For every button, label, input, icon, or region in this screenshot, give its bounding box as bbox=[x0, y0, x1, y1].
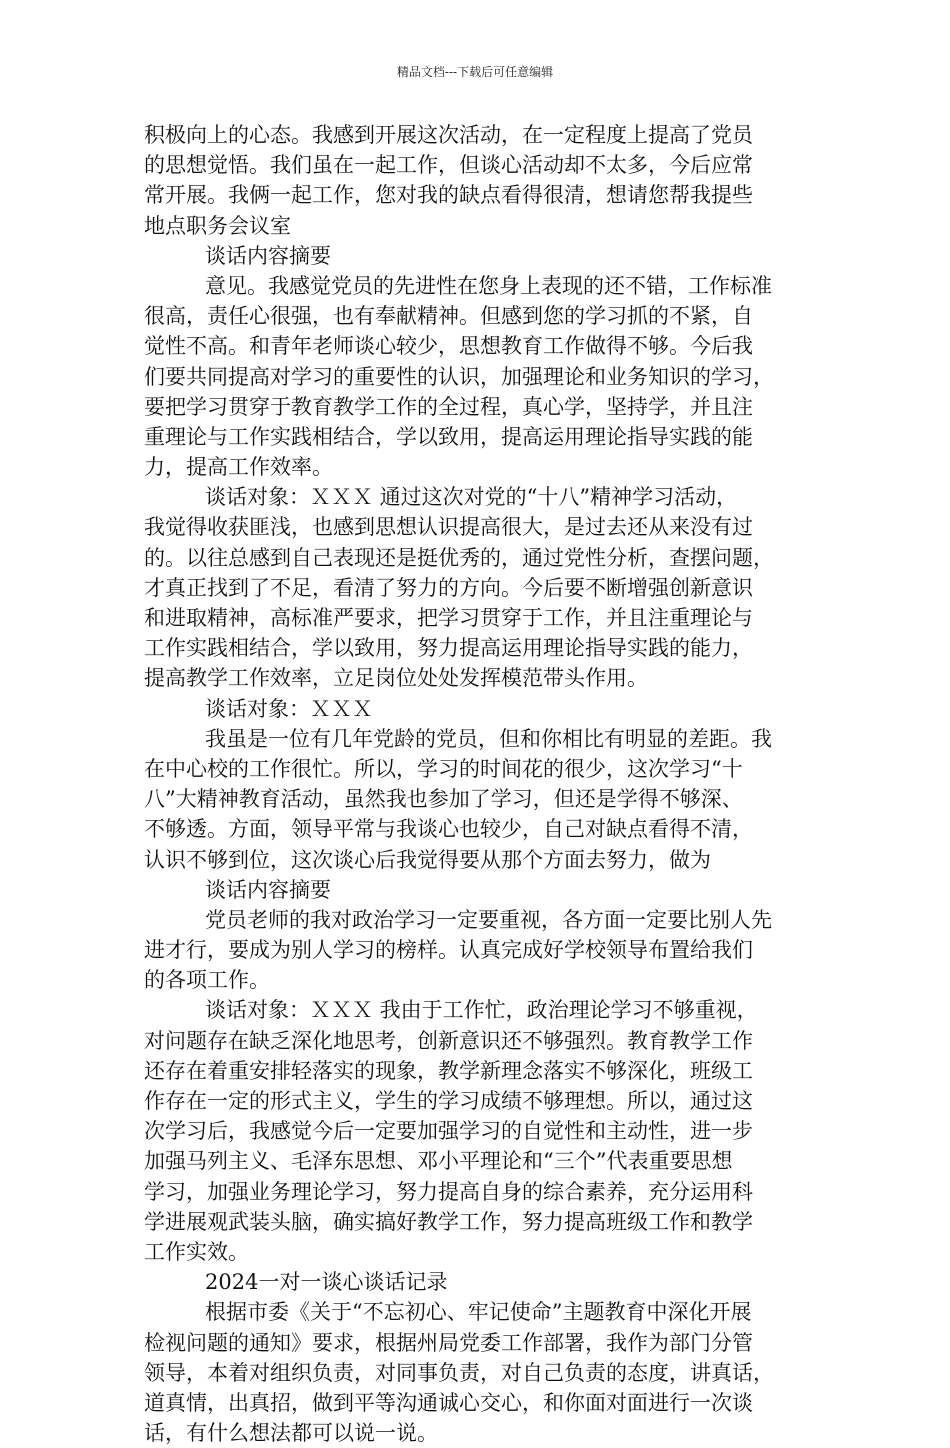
text-line: 在中心校的工作很忙。所以，学习的时间花的很少，这次学习“十 bbox=[144, 756, 743, 781]
text-line: 认识不够到位，这次谈心后我觉得要从那个方面去努力，做为 bbox=[144, 847, 711, 872]
page-header: 精品文档---下载后可任意编辑 bbox=[396, 65, 554, 79]
text-line: 学习，加强业务理论学习，努力提高自身的综合素养，充分运用科 bbox=[144, 1179, 753, 1204]
text-line: 力，提高工作效率。 bbox=[144, 455, 333, 480]
text-line: 还存在着重安排轻落实的现象，教学新理念落实不够深化，班级工 bbox=[144, 1058, 753, 1083]
text-line: 的。以往总感到自己表现还是挺优秀的，通过党性分析，查摆问题， bbox=[144, 545, 774, 570]
text-line: 谈话对象：ＸＸＸ 我由于工作忙，政治理论学习不够重视， bbox=[205, 998, 758, 1023]
text-line: 地点职务会议室 bbox=[144, 213, 291, 238]
text-line: 党员老师的我对政治学习一定要重视，各方面一定要比别人先 bbox=[205, 907, 772, 932]
text-line: 积极向上的心态。我感到开展这次活动，在一定程度上提高了党员 bbox=[144, 123, 753, 147]
text-line: 领导，本着对组织负责，对同事负责，对自己负责的态度，讲真话， bbox=[144, 1360, 774, 1385]
text-line: 道真情，出真招，做到平等沟通诚心交心，和你面对面进行一次谈 bbox=[144, 1390, 753, 1415]
text-line: 我虽是一位有几年党龄的党员，但和你相比有明显的差距。我 bbox=[205, 726, 772, 751]
text-line: 和进取精神，高标准严要求，把学习贯穿于工作，并且注重理论与 bbox=[144, 606, 753, 630]
section-heading: 谈话对象：ＸＸＸ bbox=[205, 696, 373, 721]
text-line: 八”大精神教育活动，虽然我也参加了学习，但还是学得不够深、 bbox=[144, 787, 743, 812]
text-line: 作存在一定的形式主义，学生的学习成绩不够理想。所以，通过这 bbox=[144, 1089, 753, 1113]
text-line: 检视问题的通知》要求，根据州局党委工作部署，我作为部门分管 bbox=[144, 1330, 753, 1355]
section-heading: 谈话内容摘要 bbox=[205, 243, 331, 268]
text-line: 的各项工作。 bbox=[144, 968, 270, 993]
text-line: 对问题存在缺乏深化地思考，创新意识还不够强烈。教育教学工作 bbox=[144, 1028, 753, 1053]
text-line: 进才行，要成为别人学习的榜样。认真完成好学校领导布置给我们 bbox=[144, 938, 753, 963]
text-line: 我觉得收获匪浅，也感到思想认识提高很大，是过去还从来没有过 bbox=[144, 515, 753, 540]
text-line: 工作实践相结合，学以致用，努力提高运用理论指导实践的能力， bbox=[144, 636, 753, 661]
text-line: 话，有什么想法都可以说一说。 bbox=[144, 1421, 438, 1446]
text-line: 的思想觉悟。我们虽在一起工作，但谈心活动却不太多，今后应常 bbox=[144, 153, 753, 178]
text-line: 工作实效。 bbox=[144, 1239, 249, 1264]
text-line: 们要共同提高对学习的重要性的认识，加强理论和业务知识的学习， bbox=[144, 364, 774, 389]
text-line: 学进展观武装头脑，确实搞好教学工作，努力提高班级工作和教学 bbox=[144, 1209, 753, 1234]
text-line: 根据市委《关于“不忘初心、牢记使命”主题教育中深化开展 bbox=[205, 1300, 752, 1325]
document-body bbox=[144, 120, 808, 1448]
text-line: 觉性不高。和青年老师谈心较少，思想教育工作做得不够。今后我 bbox=[144, 334, 753, 359]
text-line: 要把学习贯穿于教育教学工作的全过程，真心学，坚持学，并且注 bbox=[144, 394, 753, 419]
section-heading: 谈话内容摘要 bbox=[205, 877, 331, 902]
section-heading: 2024一对一谈心谈话记录 bbox=[205, 1270, 448, 1295]
text-line: 很高，责任心很强，也有奉献精神。但感到您的学习抓的不紧，自 bbox=[144, 304, 753, 329]
text-line: 谈话对象：ＸＸＸ 通过这次对党的“十八”精神学习活动， bbox=[205, 485, 738, 510]
text-line: 常开展。我俩一起工作，您对我的缺点看得很清，想请您帮我提些 bbox=[144, 183, 753, 208]
text-line: 才真正找到了不足，看清了努力的方向。今后要不断增强创新意识 bbox=[144, 575, 753, 600]
text-line: 加强马列主义、毛泽东思想、邓小平理论和“三个”代表重要思想 bbox=[144, 1149, 733, 1174]
text-line: 意见。我感觉党员的先进性在您身上表现的还不错，工作标准 bbox=[205, 273, 772, 298]
text-line: 提高教学工作效率，立足岗位处处发挥模范带头作用。 bbox=[144, 666, 648, 691]
text-line: 不够透。方面，领导平常与我谈心也较少，自己对缺点看得不清， bbox=[144, 817, 753, 842]
text-line: 重理论与工作实践相结合，学以致用，提高运用理论指导实践的能 bbox=[144, 424, 753, 449]
text-line: 次学习后，我感觉今后一定要加强学习的自觉性和主动性，进一步 bbox=[144, 1119, 753, 1144]
